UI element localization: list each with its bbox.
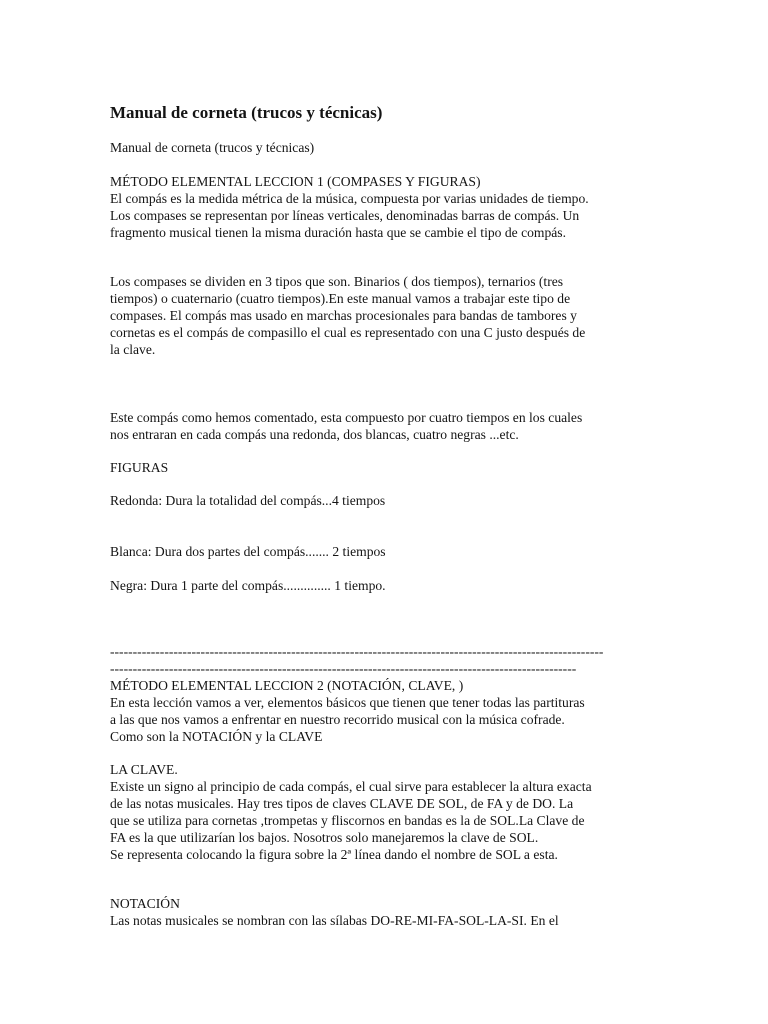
separator-line-1: ------------------------------------------------------------------------------------------------------------- — [110, 644, 604, 659]
separator-line-2: ------------------------------------------------------------------------------------------------------- — [110, 661, 577, 676]
lesson2-heading: MÉTODO ELEMENTAL LECCION 2 (NOTACIÓN, CLAVE, ) — [110, 678, 464, 693]
figures-heading: FIGURAS — [110, 460, 169, 475]
lesson1-paragraph-1: El compás es la medida métrica de la música, compuesta por varias unidades de tiempo. Los compases se representan por líneas verticales, denominadas barras de compás. Un fragmento musical tienen la misma duración hasta que se cambie el tipo de compás. — [110, 191, 589, 240]
figure-blanca: Blanca: Dura dos partes del compás....... 2 tiempos — [110, 544, 386, 559]
notacion-text: Las notas musicales se nombran con las sílabas DO-RE-MI-FA-SOL-LA-SI. En el — [110, 913, 559, 928]
lesson1-heading: MÉTODO ELEMENTAL LECCION 1 (COMPASES Y FIGURAS) — [110, 174, 481, 189]
figure-redonda: Redonda: Dura la totalidad del compás...4 tiempos — [110, 493, 386, 508]
clave-heading: LA CLAVE. — [110, 762, 178, 777]
figure-negra: Negra: Dura 1 parte del compás.............. 1 tiempo. — [110, 578, 386, 593]
lesson1-paragraph-2: Los compases se dividen en 3 tipos que son. Binarios ( dos tiempos), ternarios (tres tiempos) o cuaternario (cuatro tiempos).En este manual vamos a trabajar este tipo de compases. El compás mas usado en marchas procesionales para bandas de tambores y cornetas es el compás de compasillo el cual es representado con una C justo después de la clave. — [110, 274, 586, 357]
document-subtitle: Manual de corneta (trucos y técnicas) — [110, 140, 315, 155]
document-title: Manual de corneta (trucos y técnicas) — [110, 103, 383, 122]
clave-text: Existe un signo al principio de cada compás, el cual sirve para establecer la altura exacta de las notas musicales. Hay tres tipos de claves CLAVE DE SOL, de FA y de DO. La que se utiliza para cornetas ,trompetas y fliscornos en bandas es la de SOL.La Clave de FA es la que utilizarían los bajos. Nosotros solo manejaremos la clave de SOL. Se representa colocando la figura sobre la 2ª línea dando el nombre de SOL a esta. — [110, 779, 592, 862]
lesson2-intro: En esta lección vamos a ver, elementos básicos que tienen que tener todas las partituras a las que nos vamos a enfrentar en nuestro recorrido musical con la música cofrade. Como son la NOTACIÓN y la CLAVE — [110, 695, 585, 744]
lesson1-paragraph-3: Este compás como hemos comentado, esta compuesto por cuatro tiempos en los cuales nos entraran en cada compás una redonda, dos blancas, cuatro negras ...etc. — [110, 410, 583, 442]
notacion-heading: NOTACIÓN — [110, 896, 180, 911]
